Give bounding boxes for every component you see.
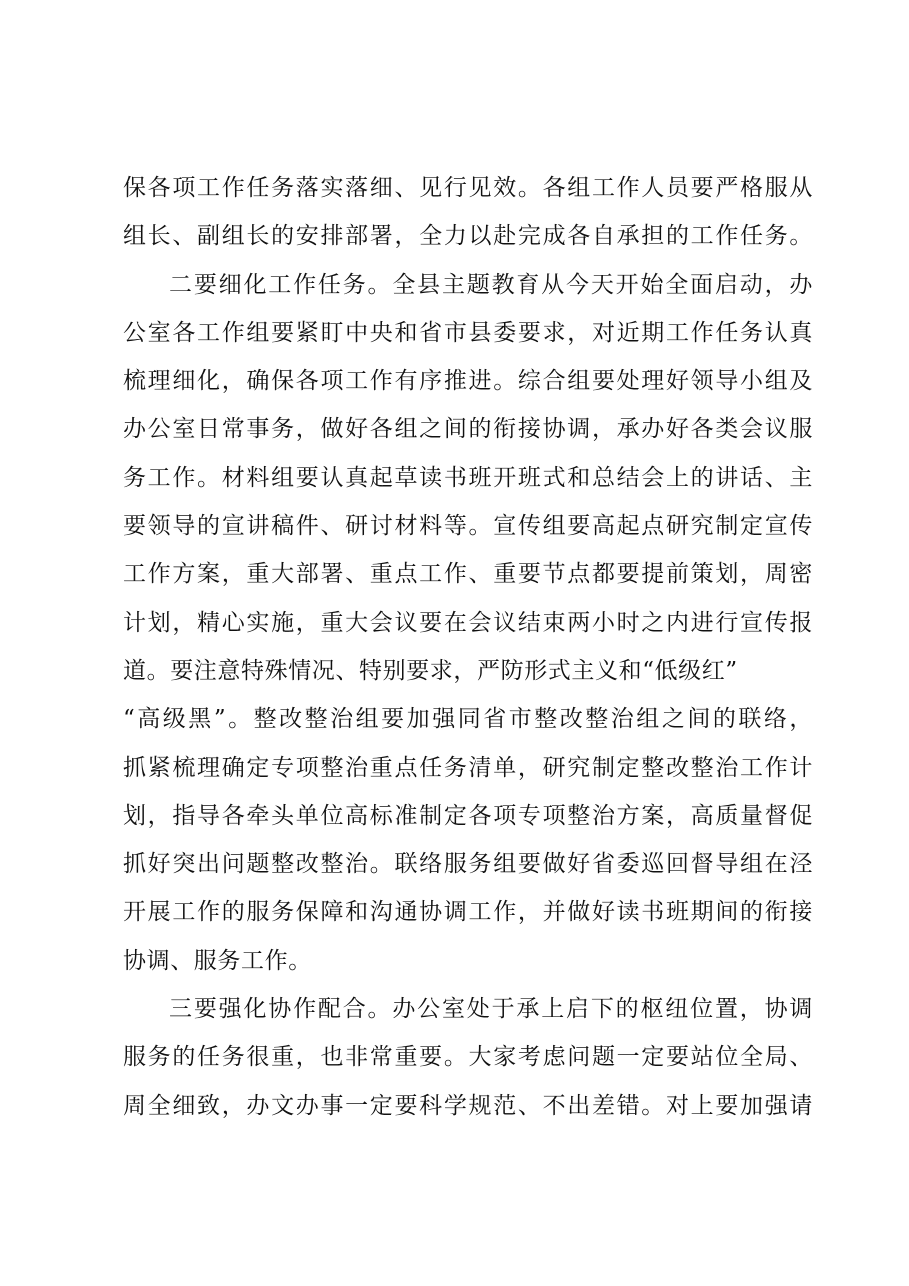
text-line: 公室各工作组要紧盯中央和省市县委要求，对近期工作任务认真 — [123, 319, 813, 346]
text-line: 计划，精心实施，重大会议要在会议结束两小时之内进行宣传报 — [123, 609, 813, 636]
paragraph-start-line: 三要强化协作配合。办公室处于承上启下的枢纽位置，协调 — [169, 996, 813, 1023]
text-line: 务工作。材料组要认真起草读书班开班式和总结会上的讲话、主 — [123, 464, 813, 491]
document-body — [123, 164, 813, 1130]
text-line: 抓好突出问题整改整治。联络服务组要做好省委巡回督导组在泾 — [123, 851, 813, 878]
paragraph-start-line: 二要细化工作任务。全县主题教育从今天开始全面启动，办 — [169, 271, 813, 298]
text-line: 道。要注意特殊情况、特别要求，严防形式主义和“低级红” — [123, 657, 738, 684]
text-line: 梳理细化，确保各项工作有序推进。综合组要处理好领导小组及 — [123, 368, 813, 395]
text-line: 组长、副组长的安排部署，全力以赴完成各自承担的工作任务。 — [123, 223, 813, 250]
text-line: 办公室日常事务，做好各组之间的衔接协调，承办好各类会议服 — [123, 416, 813, 443]
text-line: 协调、服务工作。 — [123, 947, 312, 974]
text-line: 保各项工作任务落实落细、见行见效。各组工作人员要严格服从 — [123, 175, 813, 201]
text-line: 服务的任务很重，也非常重要。大家考虑问题一定要站位全局、 — [123, 1044, 813, 1071]
text-line: 划，指导各牵头单位高标准制定各项专项整治方案，高质量督促 — [123, 802, 813, 829]
text-line: “高级黑”。整改整治组要加强同省市整改整治组之间的联络， — [123, 706, 813, 733]
text-line: 要领导的宣讲稿件、研讨材料等。宣传组要高起点研究制定宣传 — [123, 513, 813, 540]
text-line: 开展工作的服务保障和沟通协调工作，并做好读书班期间的衔接 — [123, 899, 813, 926]
text-line: 周全细致，办文办事一定要科学规范、不出差错。对上要加强请 — [123, 1092, 813, 1119]
text-line: 工作方案，重大部署、重点工作、重要节点都要提前策划，周密 — [123, 561, 813, 588]
text-line: 抓紧梳理确定专项整治重点任务清单，研究制定整改整治工作计 — [123, 754, 813, 781]
